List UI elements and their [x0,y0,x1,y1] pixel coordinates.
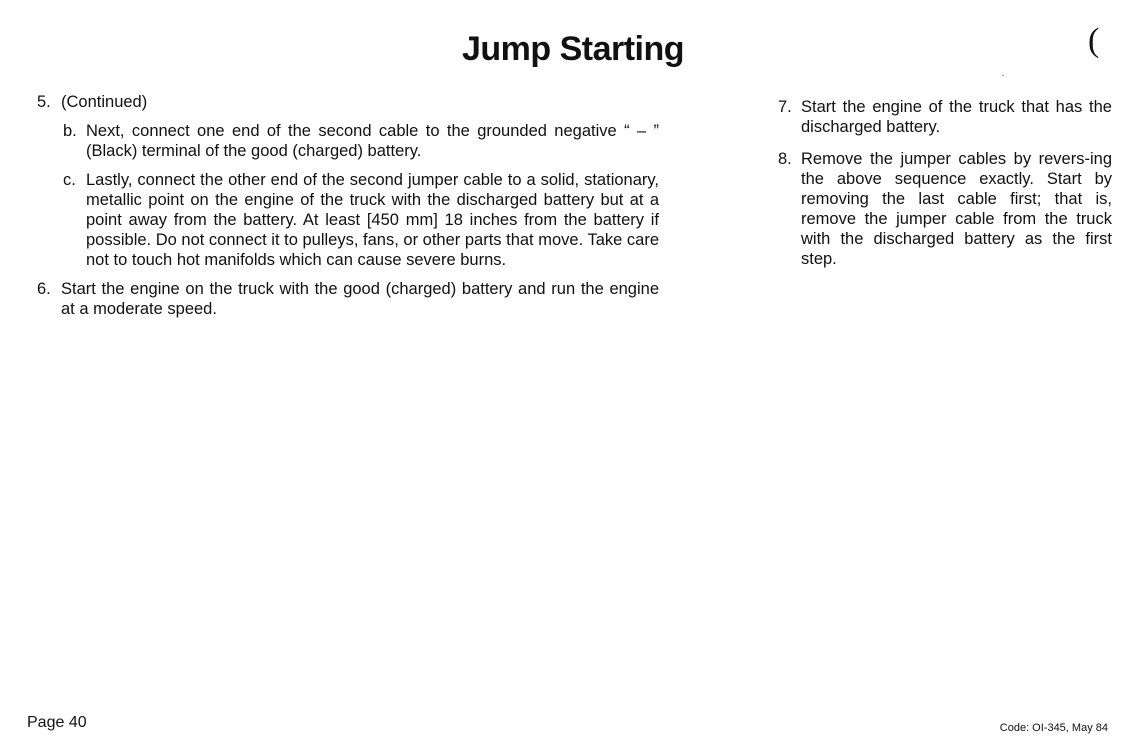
step-text: Remove the jumper cables by revers-ing the above sequence exactly. Start by removing the last cable first; that is, remove the jumper cable from the truck with the discharged battery as the first step. [801,150,1112,268]
stray-dot [1002,75,1004,76]
step-number: 5. [37,93,51,111]
step-5b [63,121,659,161]
step-5c [63,170,659,270]
sub-step-text: Lastly, connect the other end of the second jumper cable to a solid, stationary, metallic point on the engine of the truck with the discharged battery but at a point away from the battery. At least [450 mm] 18 inches from the battery if possible. Do not connect it to pulleys, fans, or other parts that move. Take care not to touch hot manifolds which can cause severe burns. [86,171,659,269]
step-number: 8. [778,150,792,168]
corner-mark: ( [1088,22,1100,59]
left-column [37,92,659,319]
right-column [778,97,1112,269]
sub-step-letter: c. [63,171,76,189]
document-code: Code: OI-345, May 84 [999,722,1108,734]
step-8 [778,149,1112,269]
sub-step-text: Next, connect one end of the second cable to the grounded negative “ – ” (Black) terminal of the good (charged) battery. [86,122,659,160]
page-number: Page 40 [27,714,87,731]
step-text: Start the engine of the truck that has the discharged battery. [801,98,1112,136]
step-text: Start the engine on the truck with the good (charged) battery and run the engine at a moderate speed. [61,280,659,318]
step-number: 6. [37,280,51,298]
step-5 [37,92,659,112]
step-number: 7. [778,98,792,116]
step-7 [778,97,1112,137]
step-text: (Continued) [61,93,148,111]
sub-step-letter: b. [63,122,77,140]
page-title: Jump Starting [461,30,685,68]
step-6 [37,279,659,319]
